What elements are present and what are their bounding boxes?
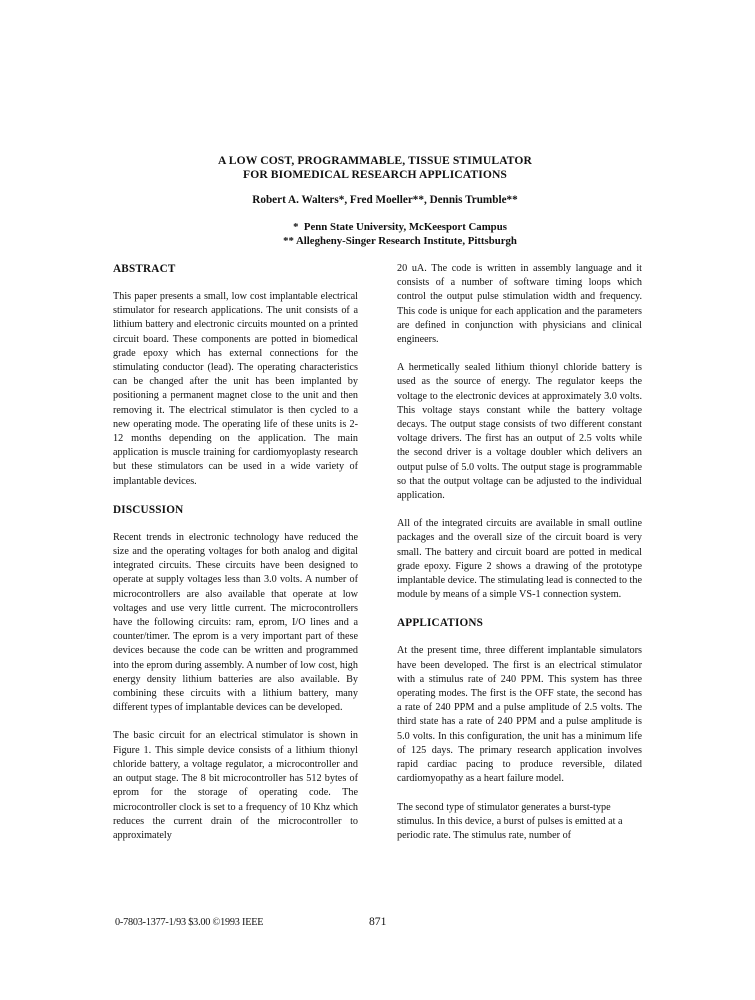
left-column [113, 262, 358, 843]
affiliation-2: ** Allegheny-Singer Research Institute, Pittsburgh [283, 234, 517, 247]
page-number: 871 [369, 915, 387, 928]
title-line-1: A LOW COST, PROGRAMMABLE, TISSUE STIMULATOR [217, 154, 533, 167]
discussion-heading: DISCUSSION [113, 503, 184, 516]
applications-paragraph-2: The second type of stimulator generates a burst-type stimulus. In this device, a burst of pulses is emitted at a periodic rate. The stimulus rate, number of [397, 801, 623, 841]
body-paragraph-1: 20 uA. The code is written in assembly language and it consists of a number of software timing loops which control the output pulse stimulation width and frequency. This code is unique for each application and the parameters are defined in conjunction with physicians and clinical engineers. [397, 263, 642, 346]
publication-id: 0-7803-1377-1/93 $3.00 ©1993 IEEE [115, 917, 264, 928]
affiliation-1: * Penn State University, McKeesport Campus [293, 221, 507, 233]
discussion-paragraph-1: Recent trends in electronic technology have reduced the size and the operating voltages for both analog and digital integrated circuits. These circuits have been designed to operate at supply voltages less than 3.0 volts. A number of microcontrollers are also available that operate at low voltages and use very little current. The microcontrollers have the following circuits: ram, eprom, I/O lines and a counter/timer. The eprom is a very important part of these devices because the code can be written and programmed into the eprom during assembly. A number of low cost, high energy density lithium batteries are also available. By combining these circuits with a lithium battery, many different types of implantable devices can be developed. [113, 531, 358, 714]
abstract-paragraph: This paper presents a small, low cost implantable electrical stimulator for research applications. The unit consists of a lithium battery and electronic circuits mounted on a printed circuit board. These components are potted in biomedical grade epoxy which has external connections for the stimulating conductor (lead). The operating characteristics can be changed after the unit has been implanted by positioning a permanent magnet close to the unit and then removing it. The electrical stimulator is then cycled to a new operating mode. The operating life of these units is 2-12 months depending on the application. The main application is muscle training for cardiomyoplasty research but these stimulators can be used in a wide variety of implantable devices. [113, 291, 358, 487]
body-paragraph-3: All of the integrated circuits are available in small outline packages and the overall size of the circuit board is very small. The battery and circuit board are potted in medical grade epoxy. Figure 2 shows a drawing of the prototype implantable device. The stimulating lead is connected to the module by means of a simple VS-1 connection system. [397, 518, 642, 601]
right-column [397, 262, 642, 843]
affiliations [230, 221, 570, 248]
discussion-paragraph-2: The basic circuit for an electrical stimulator is shown in Figure 1. This simple device consists of a lithium thionyl chloride battery, a voltage regulator, a microcontroller and an output stage. The 8 bit microcontroller has 512 bytes of eprom for the storage of operating code. The microcontroller clock is set to a frequency of 10 Khz which reduces the current drain of the microcontroller to approximately [113, 730, 358, 841]
title-line-2: FOR BIOMEDICAL RESEARCH APPLICATIONS [243, 168, 507, 181]
applications-paragraph-1: At the present time, three different implantable simulators have been developed. The first is an electrical stimulator with a stimulus rate of 240 PPM. This system has three operating modes. The first is the OFF state, the second has a rate of 240 PPM and a pulse amplitude of 2.5 volts. The third state has a rate of 240 PPM and a pulse amplitude is 5.0 volts. In this configuration, the unit has a minimum life of 125 days. The primary research application involves rapid cardiac pacing to produce reversible, dilated cardiomyopathy as a heart failure model. [397, 645, 642, 785]
applications-heading: APPLICATIONS [397, 617, 484, 630]
paper-title [150, 154, 600, 182]
abstract-heading: ABSTRACT [113, 263, 176, 275]
body-paragraph-2: A hermetically sealed lithium thionyl chloride battery is used as the source of energy. The regulator keeps the voltage to the electronic devices at approximately 3.0 volts. This voltage stays constant while the battery voltage decays. The output stage consists of two different constant voltage drivers. The first has an output of 2.5 volts while the second driver is a voltage doubler which delivers an output pulse of 5.0 volts. The output stage is programmable so that the output voltage can be adjusted to the individual application. [397, 362, 642, 502]
author-list: Robert A. Walters*, Fred Moeller**, Dennis Trumble** [252, 194, 518, 206]
